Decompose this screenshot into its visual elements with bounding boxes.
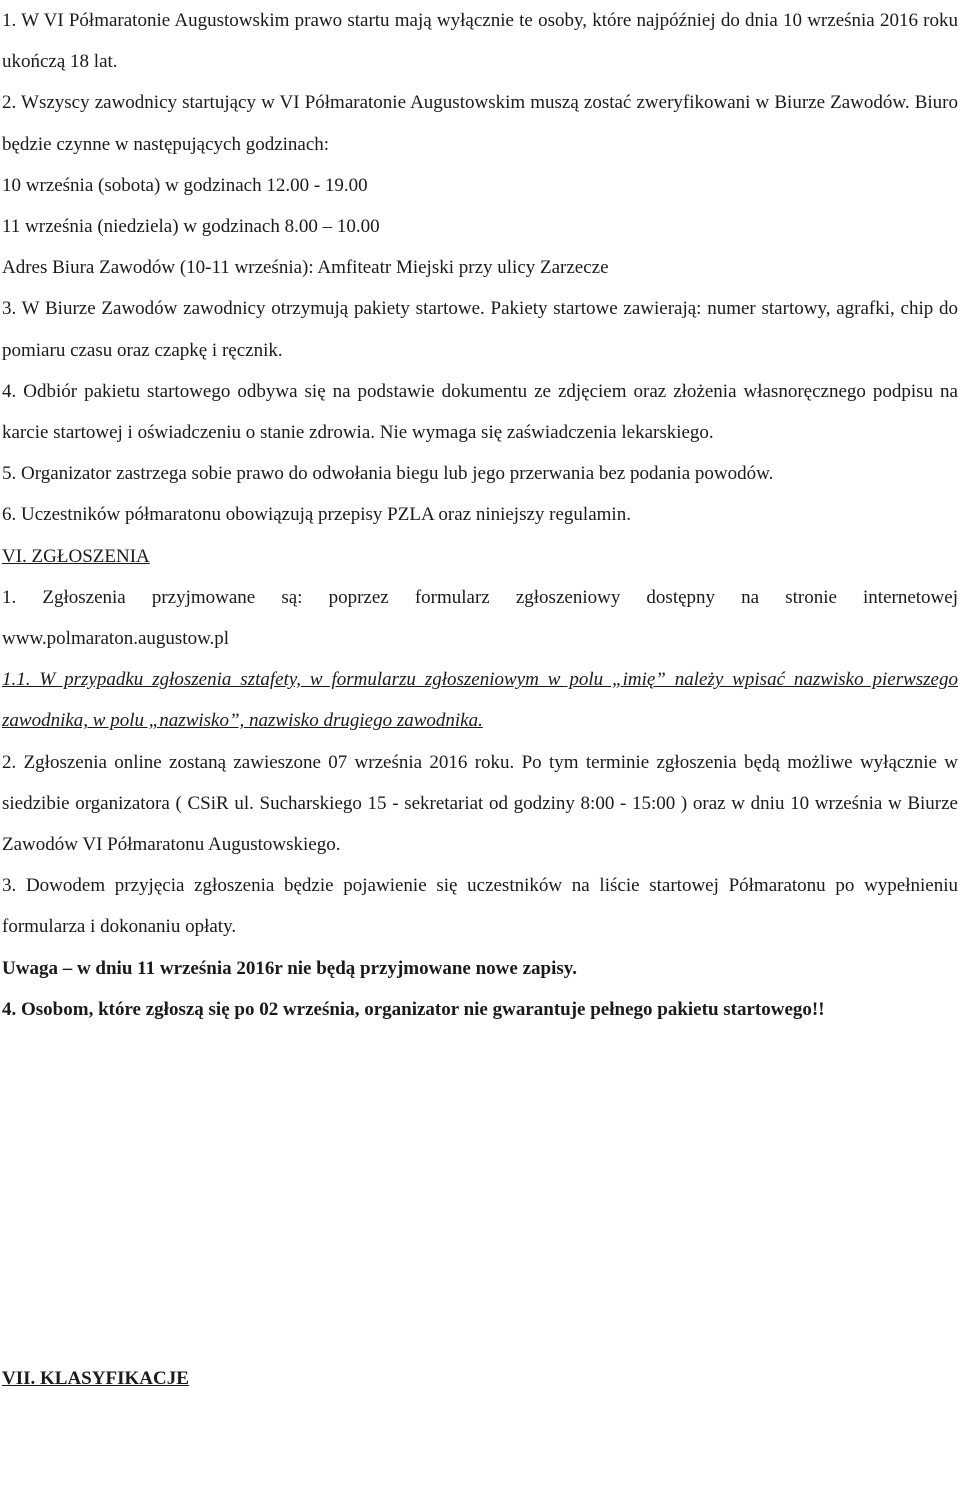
- page-whitespace: [2, 1030, 958, 1358]
- rule-1-age: 1. W VI Półmaratonie Augustowskim prawo startu mają wyłącznie te osoby, które najpóźniej do dnia 10 września 2016 roku ukończą 18 lat.: [2, 10, 958, 73]
- registration-rule-4-pack-guarantee: 4. Osobom, które zgłoszą się po 02 września, organizator nie gwarantuje pełnego pakietu startowego!!: [2, 998, 825, 1020]
- rule-2-verification: 2. Wszyscy zawodnicy startujący w VI Półmaratonie Augustowskim muszą zostać zweryfikowani w Biurze Zawodów. Biuro będzie czynne w następujących godzinach:: [2, 92, 958, 155]
- rule-3-start-packs: 3. W Biurze Zawodów zawodnicy otrzymują pakiety startowe. Pakiety startowe zawierają: numer startowy, agrafki, chip do pomiaru czasu oraz czapkę i ręcznik.: [2, 298, 958, 361]
- office-hours-saturday: 10 września (sobota) w godzinach 12.00 - 19.00: [2, 174, 368, 196]
- office-address: Adres Biura Zawodów (10-11 września): Amfiteatr Miejski przy ulicy Zarzecze: [2, 257, 609, 279]
- registration-rule-3-confirmation: 3. Dowodem przyjęcia zgłoszenia będzie pojawienie się uczestników na liście startowej Półmaratonu po wypełnieniu formularza i dokonaniu opłaty.: [2, 875, 958, 938]
- rule-5-cancellation: 5. Organizator zastrzega sobie prawo do odwołania biegu lub jego przerwania bez podania powodów.: [2, 463, 774, 485]
- registration-note: Uwaga – w dniu 11 września 2016r nie będą przyjmowane nowe zapisy.: [2, 957, 577, 979]
- document-page: [2, 0, 958, 1399]
- registration-rule-1: 1. Zgłoszenia przyjmowane są: poprzez formularz zgłoszeniowy dostępny na stronie internetowej www.polmaraton.augustow.pl: [2, 586, 958, 650]
- registration-rule-1-1-relay: 1.1. W przypadku zgłoszenia sztafety, w formularzu zgłoszeniowym w polu „imię” należy wpisać nazwisko pierwszego zawodnika, w polu „nazwisko”, nazwisko drugiego zawodnika.: [2, 669, 958, 732]
- rule-4-pack-pickup: 4. Odbiór pakietu startowego odbywa się na podstawie dokumentu ze zdjęciem oraz złożenia własnoręcznego podpisu na karcie startowej i oświadczeniu o stanie zdrowia. Nie wymaga się zaświadczenia lekarskiego.: [2, 380, 958, 444]
- section-heading-classification: VII. KLASYFIKACJE: [2, 1368, 189, 1390]
- section-heading-registration: VI. ZGŁOSZENIA: [2, 545, 150, 567]
- office-hours-sunday: 11 września (niedziela) w godzinach 8.00 – 10.00: [2, 216, 380, 238]
- registration-rule-2-deadline: 2. Zgłoszenia online zostaną zawieszone 07 września 2016 roku. Po tym terminie zgłoszenia będą możliwe wyłącznie w siedzibie organizatora ( CSiR ul. Sucharskiego 15 - sekretariat od godziny 8:00 - 15:00 ) oraz w dniu 10 września w Biurze Zawodów VI Półmaratonu Augustowskiego.: [2, 751, 958, 856]
- rule-6-regulations: 6. Uczestników półmaratonu obowiązują przepisy PZLA oraz niniejszy regulamin.: [2, 504, 631, 526]
